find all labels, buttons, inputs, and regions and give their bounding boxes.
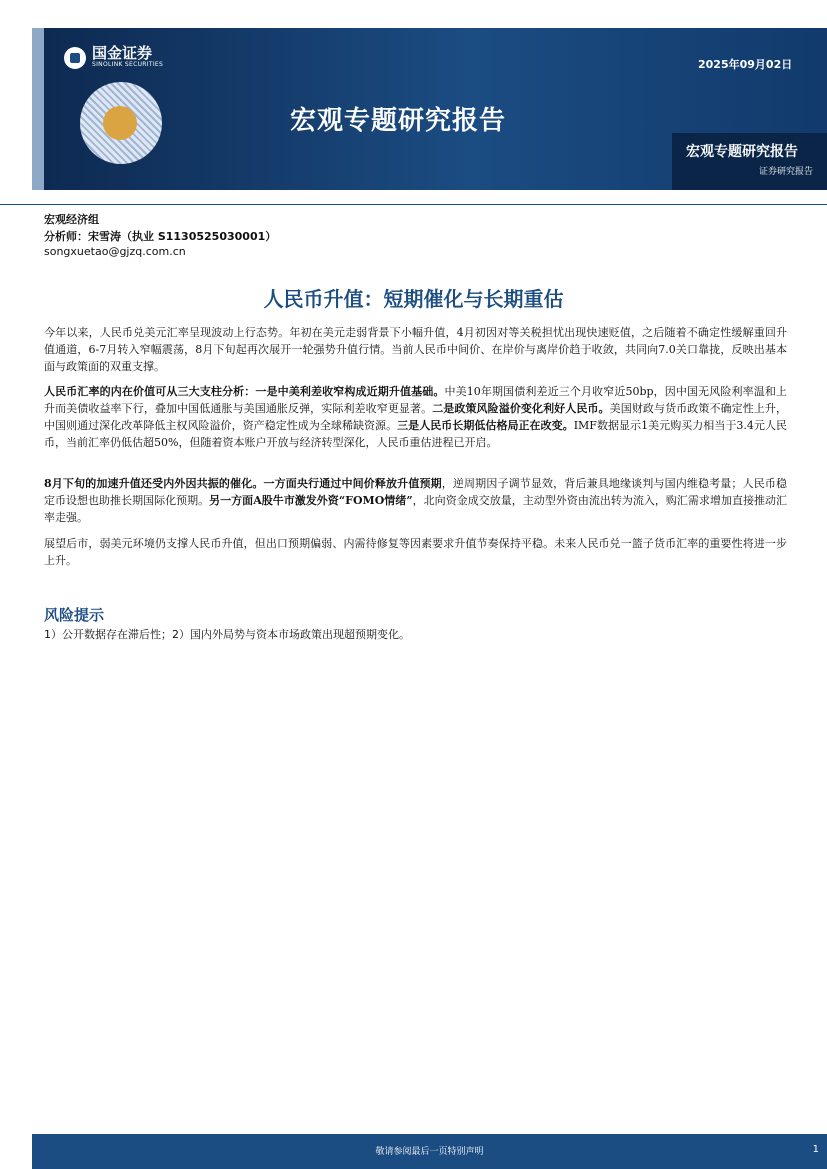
logo-en-text: SINOLINK SECURITIES (92, 61, 164, 68)
page-number: 1 (812, 1144, 819, 1155)
paragraph-2-bold-3: 三是人民币长期低估格局正在改变。 (397, 419, 574, 432)
risk-heading: 风险提示 (44, 606, 105, 624)
paragraph-1: 今年以来，人民币兑美元汇率呈现波动上行态势。年初在美元走弱背景下小幅升值，4月初因对等关税担忧出现快速贬值，之后随着不确定性缓解重回升值通道，6-7月转入窄幅震荡，8月下旬起再次展开一轮强势升值行情。当前人民币中间价、在岸价与离岸价趋于收敛，共同向7.0关口靠拢，反映出基本面与政策面的双重支撑。 (44, 326, 787, 373)
report-date: 2025年09月02日 (698, 58, 793, 71)
paragraph-2 (44, 383, 787, 451)
research-group: 宏观经济组 (44, 213, 99, 226)
analyst-info: 分析师：宋雪涛（执业 S1130525030001） (44, 230, 277, 243)
qr-center-badge-icon (103, 106, 137, 140)
paragraph-2-bold-2: 二是政策风险溢价变化利好人民币。 (432, 402, 610, 415)
banner-tag: 证券研究报告 (759, 167, 814, 177)
banner-subtitle: 宏观专题研究报告 (686, 144, 798, 160)
page-footer (32, 1134, 827, 1169)
company-logo (64, 46, 163, 69)
header-divider (0, 204, 827, 205)
logo-cn-text: 国金证券 (92, 44, 153, 62)
document-title: 人民币升值：短期催化与长期重估 (263, 287, 564, 311)
paragraph-2-bold-1: 人民币汇率的内在价值可从三大支柱分析：一是中美利差收窄构成近期升值基础。 (44, 385, 445, 398)
footer-disclaimer: 敬请参阅最后一页特别声明 (375, 1147, 484, 1157)
paragraph-3-text-1: ，逆周期因子调节显效，背后兼具地缘谈判与国内维稳考量；人民币稳定币设想也助推长期国际化预期。 (44, 477, 787, 507)
paragraph-3-bold-2: 另一方面A股牛市激发外资“FOMO情绪” (209, 494, 413, 507)
paragraph-3-bold-1: 8月下旬的加速升值还受内外因共振的催化。一方面央行通过中间价释放升值预期 (44, 477, 442, 490)
paragraph-2-text-1: 中美10年期国债利差近三个月收窄近50bp，因中国无风险利率温和上升而美债收益率下行，叠加中国低通胀与美国通胀反弹，实际利差收窄更显著。 (44, 385, 788, 415)
paragraph-3 (44, 475, 787, 526)
paragraph-2-text-2: 美国财政与货币政策不确定性上升，中国则通过深化改革降低主权风险溢价，资产稳定性成为全球稀缺资源。 (44, 402, 788, 432)
logo-mark-icon (64, 47, 86, 69)
banner-accent-strip (32, 28, 44, 190)
paragraph-2-text-3: IMF数据显示1美元购买力相当于3.4元人民币，当前汇率仍低估超50%，但随着资本账户开放与经济转型深化，人民币重估进程已开启。 (44, 419, 788, 449)
risk-text: 1）公开数据存在滞后性；2）国内外局势与资本市场政策出现超预期变化。 (44, 628, 410, 641)
paragraph-4: 展望后市，弱美元环境仍支撑人民币升值，但出口预期偏弱、内需待修复等因素要求升值节奏保持平稳。未来人民币兑一篮子货币汇率的重要性将进一步上升。 (44, 537, 787, 567)
paragraph-3-text-2: ，北向资金成交放量，主动型外资由流出转为流入，购汇需求增加直接推动汇率走强。 (44, 494, 788, 524)
analyst-email: songxuetao@gjzq.com.cn (44, 245, 186, 258)
banner-title: 宏观专题研究报告 (290, 106, 507, 136)
